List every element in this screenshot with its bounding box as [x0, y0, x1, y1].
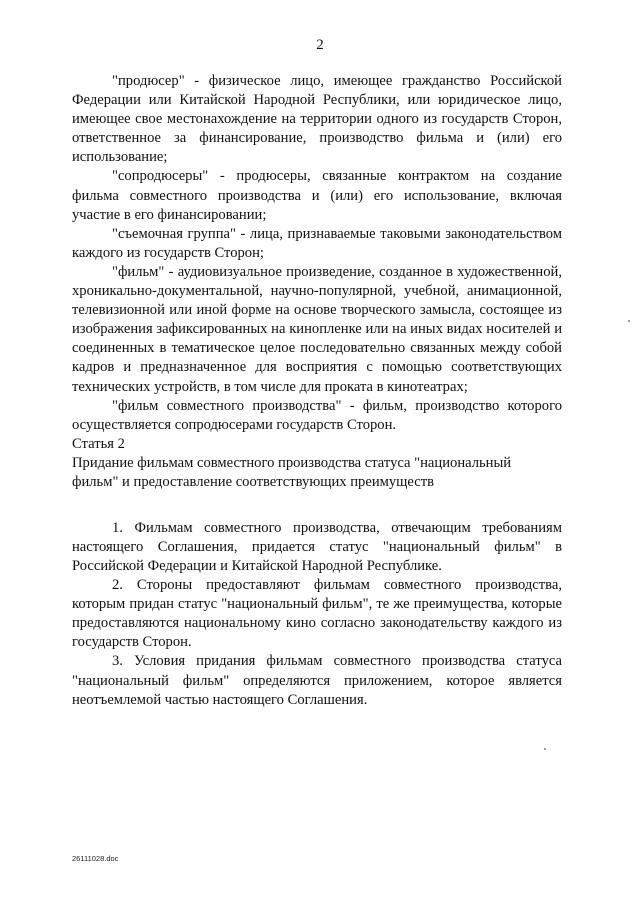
article-clause-1: 1. Фильмам совместного производства, отвечающим требованиям настоящего Соглашения, придается статус "национальный фильм" в Российской Федерации и Китайской Народной Республике. — [72, 519, 562, 574]
article-subtitle-line-2: фильм" и предоставление соответствующих преимуществ — [72, 474, 434, 491]
article-clause-2: 2. Стороны предоставляют фильмам совместного производства, которым придан статус "национальный фильм", те же преимущества, которые предоставляются национальному кино согласно законодательству каждого из государств Сторон. — [72, 577, 562, 651]
article-clause-3: 3. Условия придания фильмам совместного производства статуса "национальный фильм" определяются приложением, которое является неотъемлемой частью настоящего Соглашения. — [72, 653, 562, 708]
definition-film-crew: "съемочная группа" - лица, признаваемые таковыми законодательством каждого из государств Сторон; — [72, 225, 562, 261]
scan-speck — [628, 320, 630, 322]
page-number: 2 — [316, 37, 324, 53]
article-title: Статья 2 — [72, 435, 125, 452]
document-id: 26111028.doc — [72, 854, 119, 863]
scan-speck — [544, 748, 546, 750]
definition-film: "фильм" - аудиовизуальное произведение, созданное в художественной, хроникально-документальной, научно-популярной, учебной, анимационной, телевизионной или иной форме на основе творческого замысла, состоящее из изображения зафиксированных на кинопленке или на иных видах носителей и соединенных в тематическое целое последовательно связанных между собой кадров и предназначенное для восприятия с помощью соответствующих технических устройств, в том числе для проката в кинотеатрах; — [72, 263, 562, 395]
definition-producer: "продюсер" - физическое лицо, имеющее гражданство Российской Федерации или Китайской Народной Республики, или юридическое лицо, имеющее свое местонахождение на территории одного из государств Сторон, ответственное за финансирование, производство фильма и (или) его использование; — [72, 73, 562, 166]
document-body — [72, 72, 562, 710]
definition-coproducers: "сопродюсеры" - продюсеры, связанные контрактом на создание фильма совместного производства и (или) его использование, включая участие в его финансировании; — [72, 168, 562, 223]
article-subtitle-line-1: Придание фильмам совместного производства статуса "национальный — [72, 454, 512, 471]
section-spacer — [72, 493, 562, 519]
definition-coproduction-film: "фильм совместного производства" - фильм, производство которого осуществляется сопродюсерами государств Сторон. — [72, 397, 562, 433]
